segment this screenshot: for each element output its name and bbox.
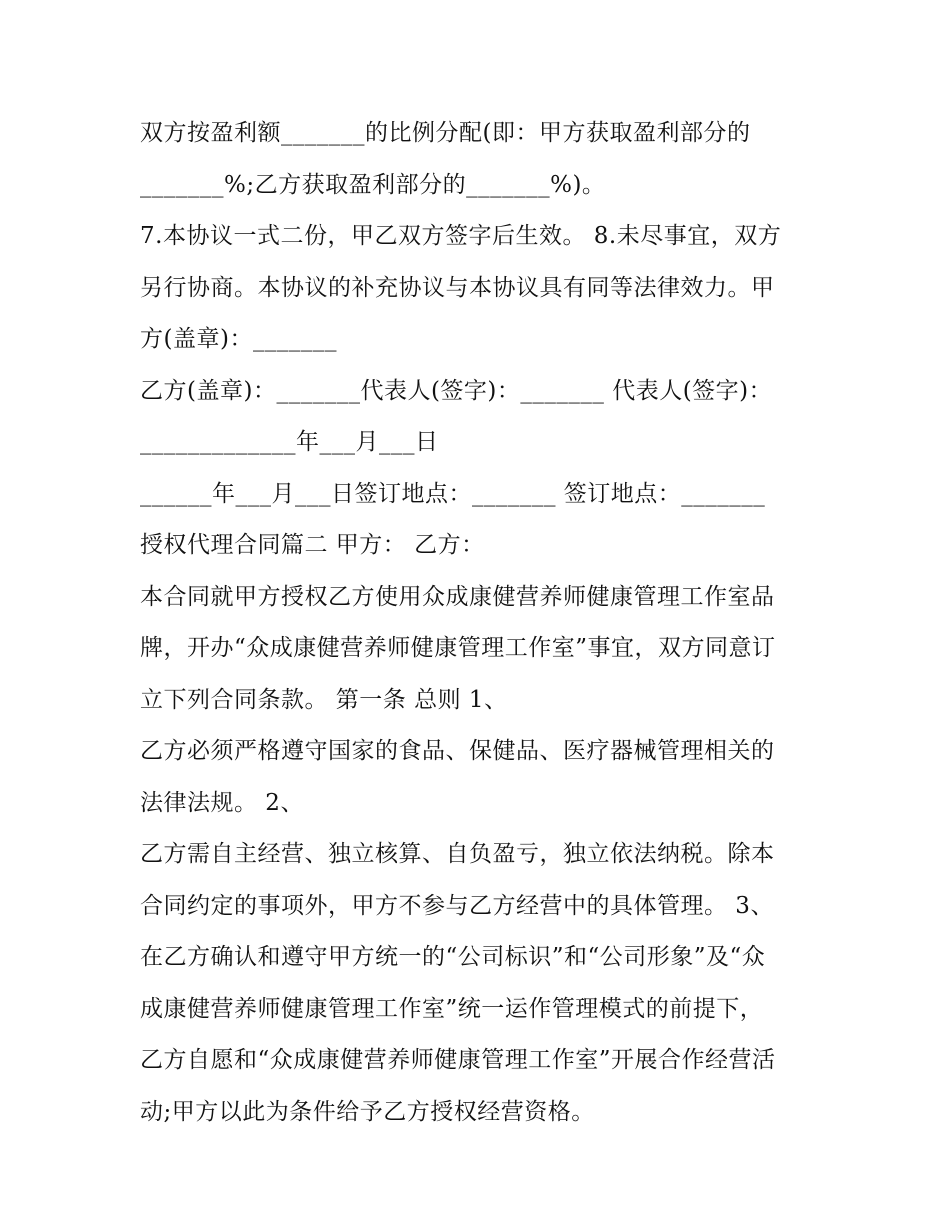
text-line: 双方按盈利额_______的比例分配(即：甲方获取盈利部分的 (140, 120, 751, 146)
text-line: 乙方(盖章)：_______代表人(签字)：_______ 代表人(签字)： (140, 377, 773, 404)
text-line: 在乙方确认和遵守甲方统一的“公司标识”和“公司形象”及“众 (140, 944, 766, 970)
document-body (140, 108, 830, 1138)
section-heading: 授权代理合同篇二 甲方： 乙方： (140, 532, 485, 558)
text-line: 7.本协议一式二份，甲乙双方签字后生效。 8.未尽事宜，双方 (140, 223, 782, 249)
text-line: 牌，开办“众成康健营养师健康管理工作室”事宜，双方同意订 (140, 635, 776, 661)
text-line: 另行协商。本协议的补充协议与本协议具有同等法律效力。甲 (140, 274, 775, 301)
text-line: 本合同就甲方授权乙方使用众成康健营养师健康管理工作室品 (140, 583, 775, 610)
text-line: _____________年___月___日 (140, 429, 439, 455)
text-line: 成康健营养师健康管理工作室”统一运作管理模式的前提下， (140, 995, 764, 1022)
text-line: 动;甲方以此为条件给予乙方授权经营资格。 (140, 1098, 595, 1125)
text-line: ______年___月___日签订地点：_______ 签订地点：_______ (140, 480, 766, 507)
text-line: 乙方自愿和“众成康健营养师健康管理工作室”开展合作经营活 (140, 1047, 776, 1073)
text-line: 方(盖章)：_______ (140, 326, 337, 352)
text-line: 立下列合同条款。 第一条 总则 1、 (140, 686, 508, 713)
text-line: 合同约定的事项外，甲方不参与乙方经营中的具体管理。 3、 (140, 892, 774, 919)
text-line: 乙方必须严格遵守国家的食品、保健品、医疗器械管理相关的 (140, 738, 775, 764)
text-line: 法律法规。 2、 (140, 789, 304, 816)
text-line: 乙方需自主经营、独立核算、自负盈亏，独立依法纳税。除本 (140, 841, 775, 867)
text-line: _______%;乙方获取盈利部分的_______%)。 (140, 171, 606, 198)
